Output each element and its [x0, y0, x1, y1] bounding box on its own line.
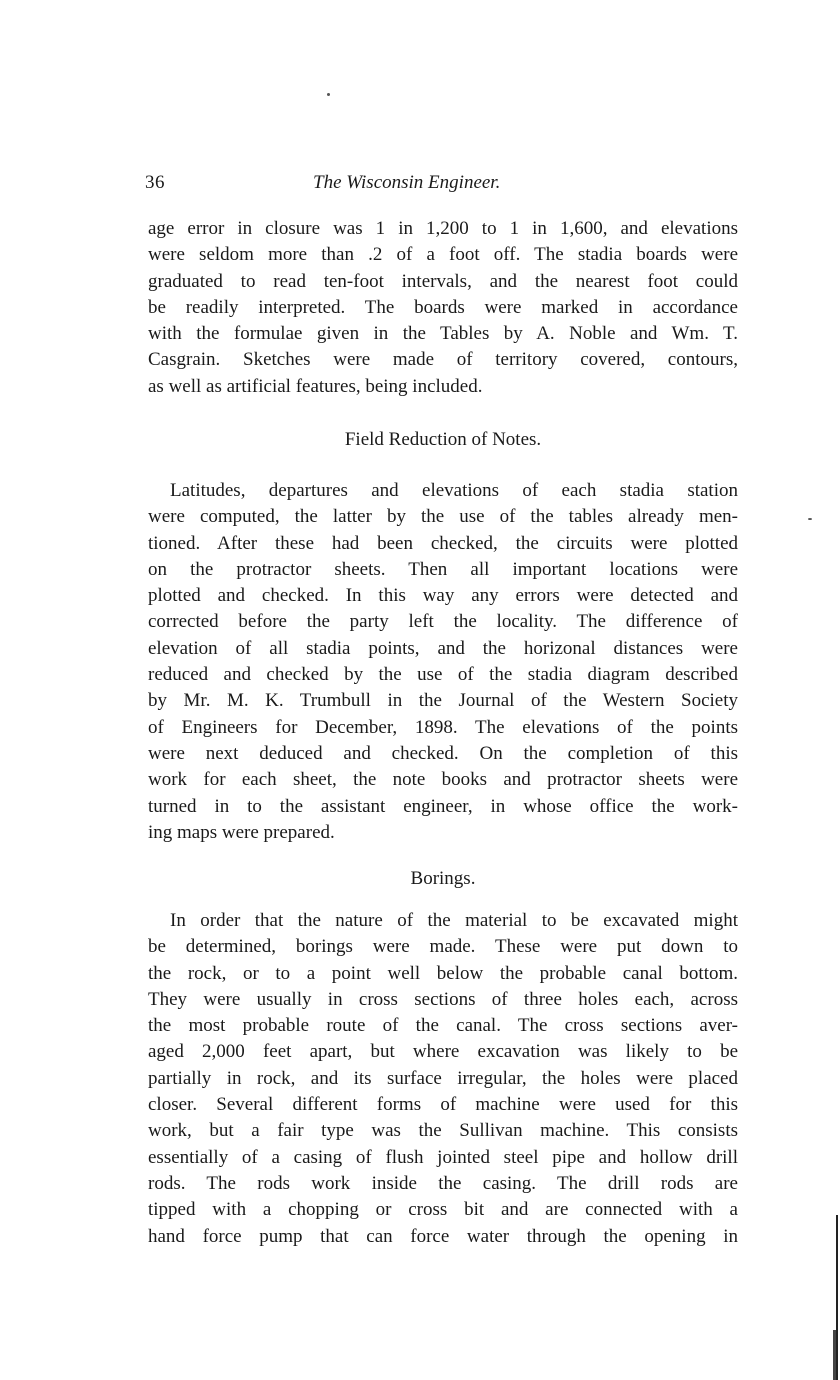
text-line: partially in rock, and its surface irregular, the holes were placed — [148, 1067, 738, 1089]
text-line: In order that the nature of the material to be excavated might — [170, 910, 738, 931]
text-line: graduated to read ten-foot intervals, and the nearest foot could — [148, 270, 738, 292]
section-heading-field-reduction: Field Reduction of Notes. — [344, 429, 542, 450]
text-line: plotted and checked. In this way any errors were detected and — [148, 585, 738, 607]
text-line: essentially of a casing of flush jointed steel pipe and hollow drill — [148, 1146, 738, 1168]
page-number: 36 — [145, 172, 165, 193]
text-line: tioned. After these had been checked, the circuits were plotted — [148, 532, 738, 554]
text-line: be determined, borings were made. These were put down to — [148, 936, 738, 958]
running-head — [145, 172, 745, 202]
text-line: ing maps were prepared. — [148, 821, 335, 843]
paragraph-field-reduction — [148, 478, 738, 846]
text-line: hand force pump that can force water through the opening in — [148, 1225, 738, 1247]
scan-speck — [808, 518, 812, 520]
text-line: Latitudes, departures and elevations of each stadia station — [170, 480, 738, 501]
text-line: the most probable route of the canal. The cross sections aver- — [148, 1015, 738, 1037]
text-line: Casgrain. Sketches were made of territory covered, contours, — [148, 349, 738, 371]
text-line: age error in closure was 1 in 1,200 to 1 in 1,600, and elevations — [148, 218, 738, 239]
text-line: closer. Several different forms of machine were used for this — [148, 1094, 738, 1116]
text-line: corrected before the party left the locality. The difference of — [148, 611, 738, 633]
scan-speck — [327, 93, 330, 96]
text-line: turned in to the assistant engineer, in whose office the work- — [148, 795, 738, 817]
paragraph-borings — [148, 908, 738, 1250]
text-line: were next deduced and checked. On the completion of this — [148, 742, 738, 764]
text-line: as well as artificial features, being included. — [148, 375, 483, 397]
text-line: work, but a fair type was the Sullivan machine. This consists — [148, 1120, 738, 1142]
paragraph-survey-closure — [148, 216, 738, 400]
section-heading-borings: Borings. — [410, 868, 476, 889]
text-line: were computed, the latter by the use of the tables already men- — [148, 506, 738, 528]
page-edge-line — [836, 1215, 838, 1380]
text-line: were seldom more than .2 of a foot off. The stadia boards were — [148, 244, 738, 266]
text-line: reduced and checked by the use of the stadia diagram described — [148, 664, 738, 686]
text-line: be readily interpreted. The boards were marked in accordance — [148, 296, 738, 318]
text-line: by Mr. M. K. Trumbull in the Journal of the Western Society — [148, 690, 738, 712]
text-line: elevation of all stadia points, and the horizonal distances were — [148, 637, 738, 659]
journal-title: The Wisconsin Engineer. — [313, 172, 501, 193]
text-line: aged 2,000 feet apart, but where excavation was likely to be — [148, 1041, 738, 1063]
text-line: on the protractor sheets. Then all important locations were — [148, 558, 738, 580]
page-edge-line — [833, 1330, 836, 1380]
text-line: They were usually in cross sections of three holes each, across — [148, 988, 738, 1010]
text-line: of Engineers for December, 1898. The elevations of the points — [148, 716, 738, 738]
text-line: with the formulae given in the Tables by A. Noble and Wm. T. — [148, 323, 738, 345]
text-line: work for each sheet, the note books and protractor sheets were — [148, 769, 738, 791]
text-line: rods. The rods work inside the casing. The drill rods are — [148, 1172, 738, 1194]
text-line: the rock, or to a point well below the probable canal bottom. — [148, 962, 738, 984]
text-line: tipped with a chopping or cross bit and are connected with a — [148, 1199, 738, 1221]
